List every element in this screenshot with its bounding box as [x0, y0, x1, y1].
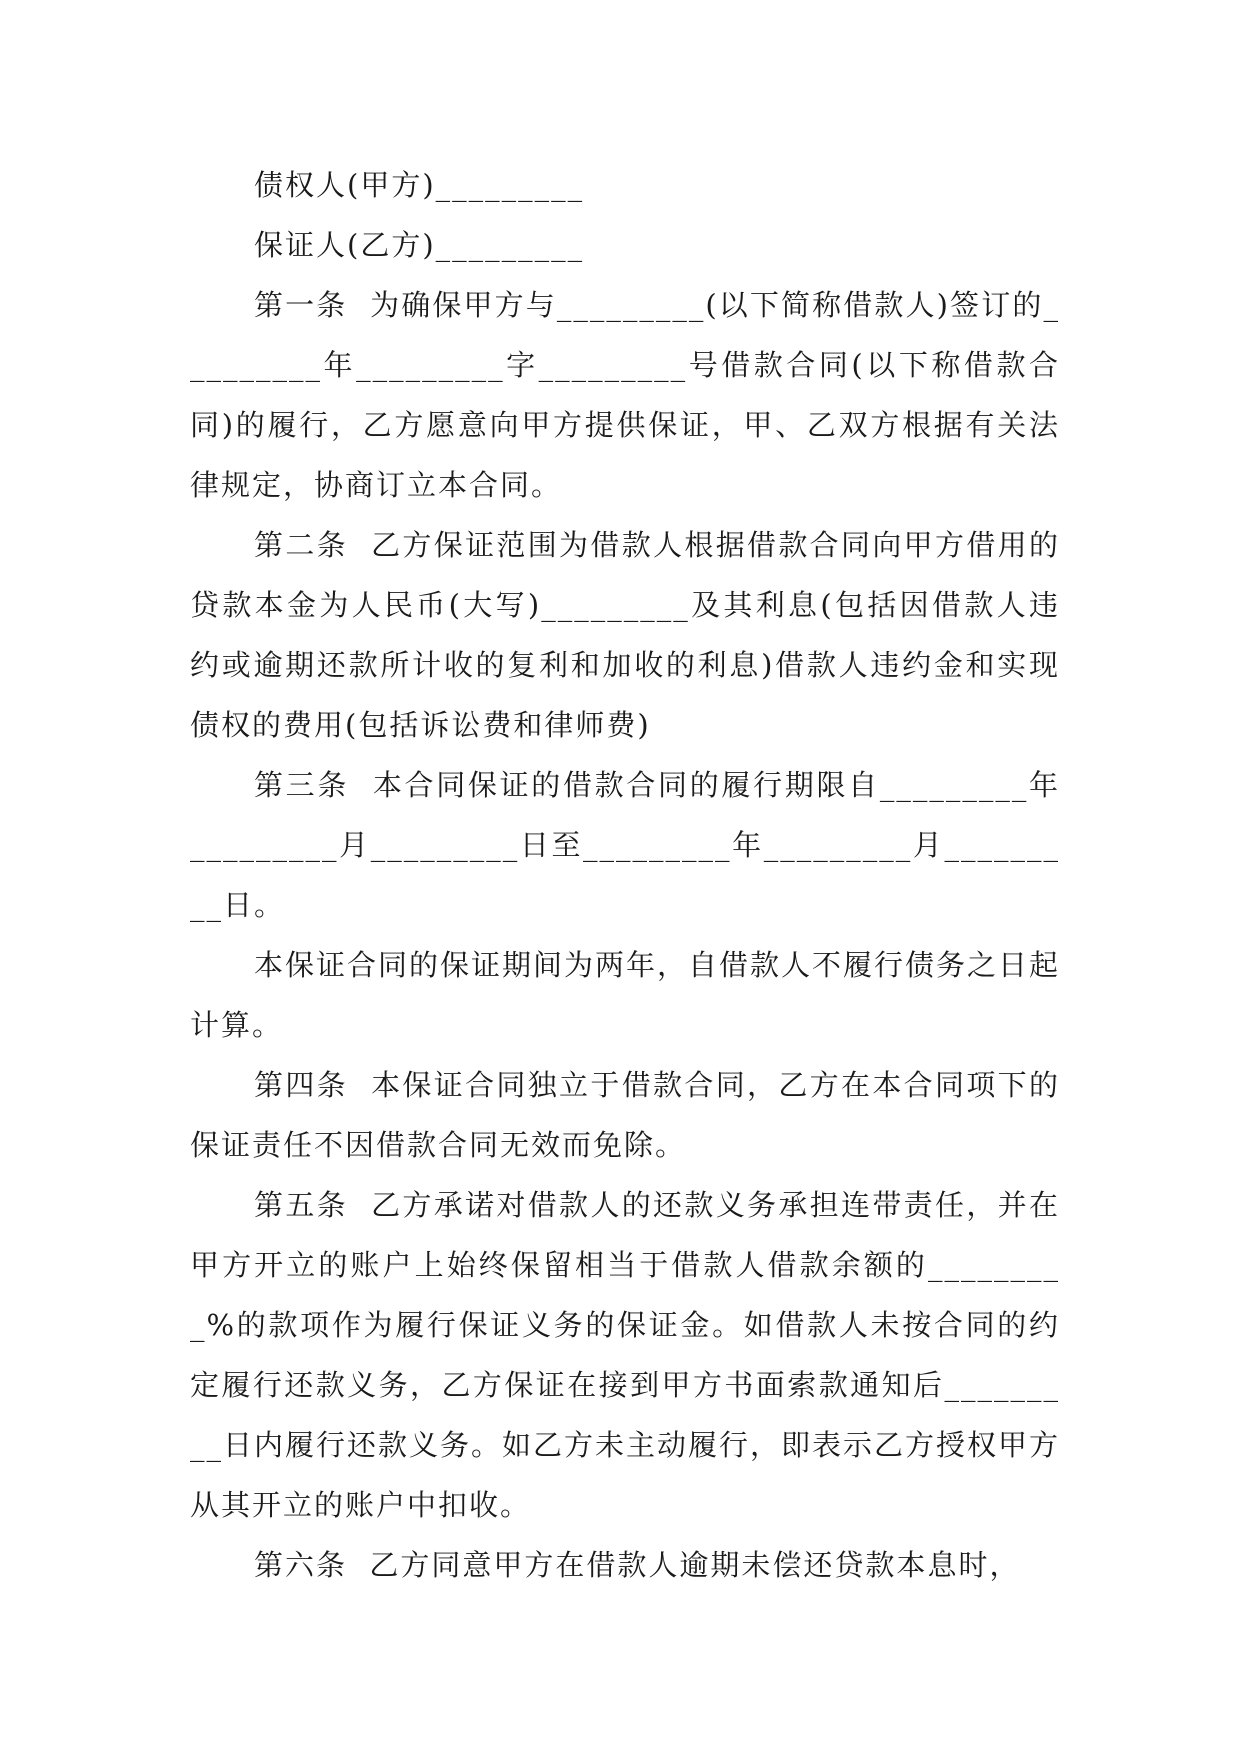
creditor-line: 债权人(甲方)_________ — [254, 168, 585, 202]
guarantee-period: 本保证合同的保证期间为两年，自借款人不履行债务之日起计算。 — [190, 948, 1061, 1042]
article-3: 第三条 本合同保证的借款合同的履行期限自_________年_________月_________日至_________年_________月_________日。 — [190, 768, 1060, 922]
article-4: 第四条 本保证合同独立于借款合同，乙方在本合同项下的保证责任不因借款合同无效而免除。 — [190, 1068, 1060, 1162]
guarantor-line: 保证人(乙方)_________ — [254, 228, 585, 262]
article-5: 第五条 乙方承诺对借款人的还款义务承担连带责任，并在甲方开立的账户上始终保留相当于借款人借款余额的_________%的款项作为履行保证义务的保证金。如借款人未按合同的约定履行还款义务，乙方保证在接到甲方书面索款通知后_________日内履行还款义务。如乙方未主动履行，即表示乙方授权甲方从其开立的账户中扣收。 — [190, 1188, 1061, 1522]
article-6: 第六条 乙方同意甲方在借款人逾期未偿还贷款本息时， — [254, 1548, 1021, 1582]
article-1: 第一条 为确保甲方与_________(以下简称借款人)签订的_________年_________字_________号借款合同(以下称借款合同)的履行，乙方愿意向甲方提供保证，甲、乙双方根据有关法律规定，协商订立本合同。 — [190, 288, 1060, 502]
document-body — [190, 155, 1060, 1595]
article-2: 第二条 乙方保证范围为借款人根据借款合同向甲方借用的贷款本金为人民币(大写)_________及其利息(包括因借款人违约或逾期还款所计收的复利和加收的利息)借款人违约金和实现债权的费用(包括诉讼费和律师费) — [190, 528, 1060, 742]
